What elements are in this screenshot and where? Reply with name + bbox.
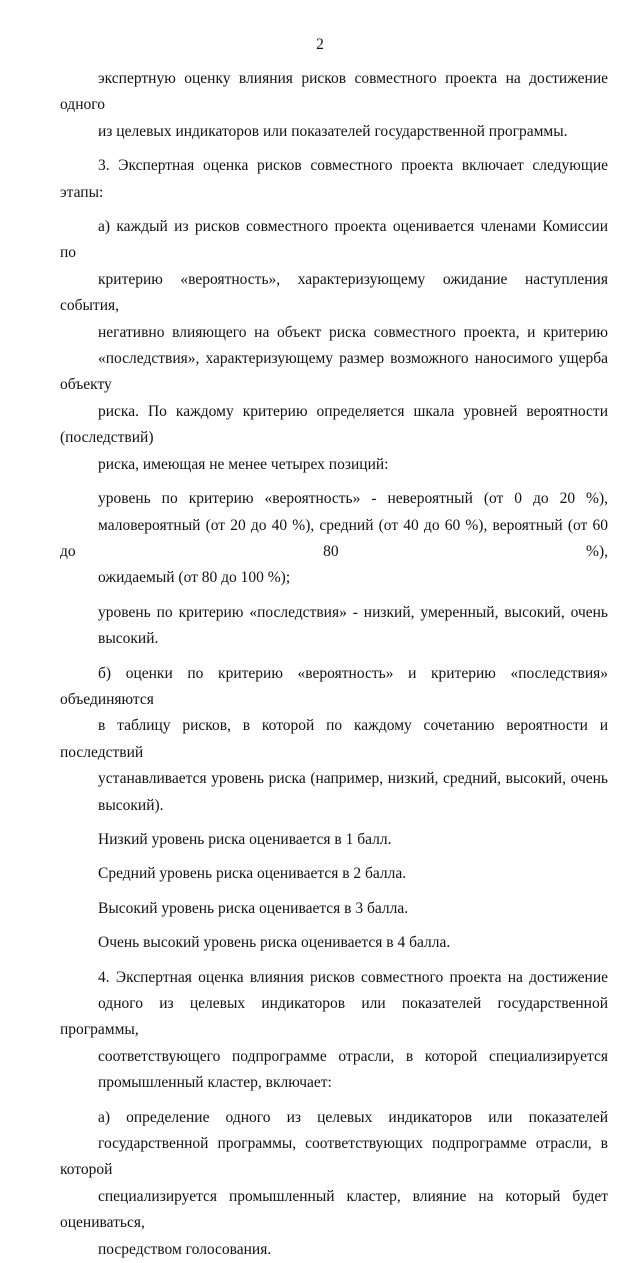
paragraph-item-4-subitem-a xyxy=(60,1105,608,1263)
paragraph-score-low xyxy=(60,827,608,853)
text-line: специализируется промышленный кластер, влияние на который будет оцениваться, xyxy=(60,1187,608,1232)
page-number: 2 xyxy=(316,36,324,53)
text-line: маловероятный (от 20 до 40 %), средний (от 40 до 60 %), вероятный (от 60 до 80 %), xyxy=(60,516,608,560)
text-line: устанавливается уровень риска (например, низкий, средний, высокий, очень xyxy=(98,770,608,788)
paragraph-subitem-b xyxy=(60,661,608,819)
text-line: критерию «вероятность», характеризующему ожидание наступления события, xyxy=(60,270,608,315)
text-line: экспертную оценку влияния рисков совместного проекта на достижение одного xyxy=(60,70,608,114)
text-line: Средний уровень риска оценивается в 2 балла. xyxy=(98,865,407,883)
text-line: 4. Экспертная оценка влияния рисков совместного проекта на достижение xyxy=(98,968,608,986)
text-line: уровень по критерию «последствия» - низкий, умеренный, высокий, очень xyxy=(98,603,608,621)
text-line: риска. По каждому критерию определяется шкала уровней вероятности (последствий) xyxy=(60,402,608,447)
text-line: ожидаемый (от 80 до 100 %); xyxy=(98,569,291,587)
text-line: высокий. xyxy=(98,630,159,648)
text-line: негативно влияющего на объект риска совместного проекта, и критерию xyxy=(98,323,608,341)
text-line: государственной программы, соответствующих подпрограмме отрасли, в которой xyxy=(60,1135,608,1179)
paragraph-score-high xyxy=(60,896,608,922)
text-line: в таблицу рисков, в которой по каждому сочетанию вероятности и последствий xyxy=(60,717,608,761)
paragraph-score-medium xyxy=(60,861,608,887)
text-line: «последствия», характеризующему размер возможного наносимого ущерба объекту xyxy=(60,350,608,394)
paragraph-probability-levels xyxy=(60,486,608,592)
text-line: Очень высокий уровень риска оценивается в 4 балла. xyxy=(98,934,451,952)
paragraph-continuation xyxy=(60,66,608,145)
text-line: промышленный кластер, включает: xyxy=(98,1074,332,1092)
text-line: 3. Экспертная оценка рисков совместного проекта включает следующие этапы: xyxy=(60,157,608,201)
document-body xyxy=(60,66,608,1263)
text-line: посредством голосования. xyxy=(98,1240,272,1258)
text-line: Низкий уровень риска оценивается в 1 балл. xyxy=(98,830,392,848)
text-line: высокий). xyxy=(98,796,164,814)
paragraph-score-very-high xyxy=(60,930,608,956)
text-line: риска, имеющая не менее четырех позиций: xyxy=(98,455,389,473)
text-line: уровень по критерию «вероятность» - невероятный (от 0 до 20 %), xyxy=(98,490,608,508)
text-line: б) оценки по критерию «вероятность» и критерию «последствия» объединяются xyxy=(60,664,608,708)
text-line: а) каждый из рисков совместного проекта оценивается членами Комиссии по xyxy=(60,218,608,262)
text-line: из целевых индикаторов или показателей государственной программы. xyxy=(98,122,568,140)
paragraph-subitem-a xyxy=(60,214,608,478)
paragraph-item-4 xyxy=(60,965,608,1097)
text-line: Высокий уровень риска оценивается в 3 балла. xyxy=(98,899,409,917)
paragraph-consequence-levels xyxy=(60,600,608,653)
text-line: а) определение одного из целевых индикаторов или показателей xyxy=(98,1108,608,1126)
text-line: соответствующего подпрограмме отрасли, в которой специализируется xyxy=(98,1047,608,1065)
text-line: одного из целевых индикаторов или показателей государственной программы, xyxy=(60,995,608,1039)
paragraph-item-3 xyxy=(60,153,608,206)
